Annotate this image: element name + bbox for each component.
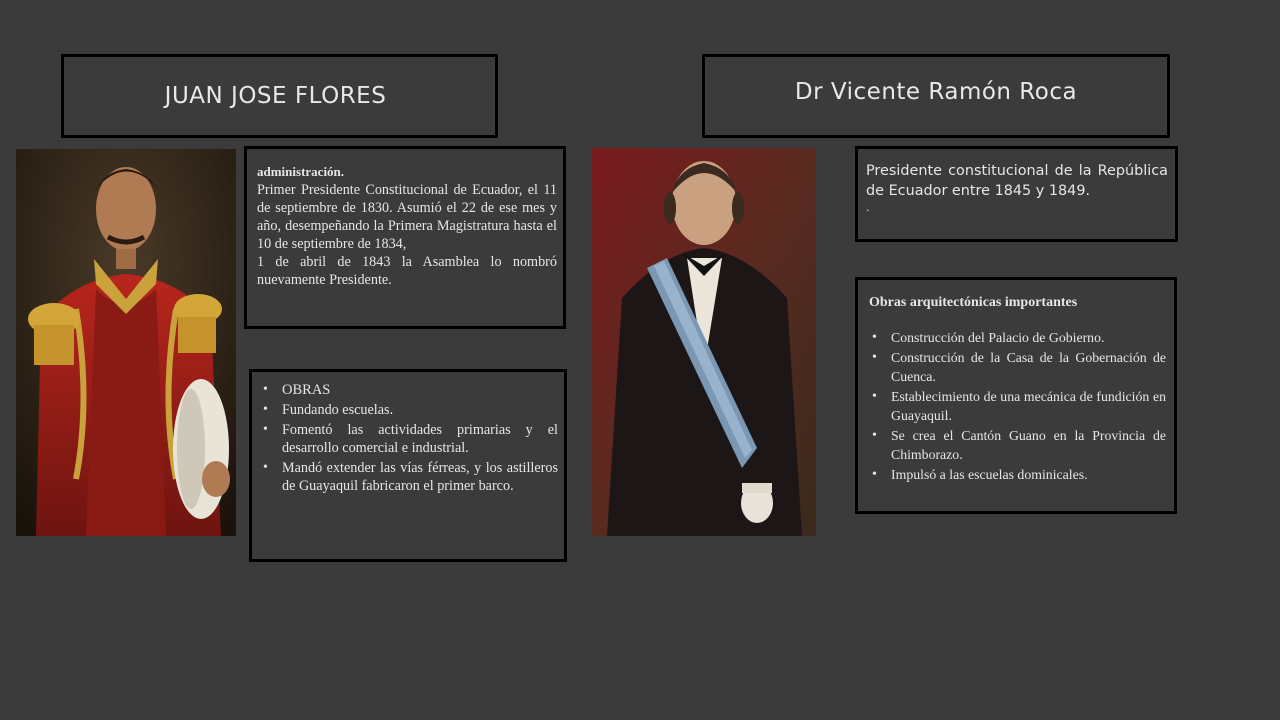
portrait-roca-image (592, 148, 816, 536)
list-item: • Impulsó a las escuelas dominicales. (869, 465, 1166, 484)
roca-summary-text: Presidente constitucional de la República de Ecuador entre 1845 y 1849. (866, 163, 1168, 199)
roca-works-box (855, 277, 1177, 514)
roca-summary-dot: . (866, 201, 870, 214)
flores-admin-text-2: 1 de abril de 1843 la Asamblea lo nombró nuevamente Presidente. (257, 254, 557, 288)
list-item: • Construcción de la Casa de la Gobernación de Cuenca. (869, 348, 1166, 386)
flores-administration-box (244, 146, 566, 329)
portrait-flores (16, 149, 236, 536)
roca-works-heading: Obras arquitectónicas importantes (869, 295, 1078, 310)
portrait-flores-image (16, 149, 236, 536)
list-item: • Se crea el Cantón Guano en la Provincia de Chimborazo. (869, 426, 1166, 464)
list-item: • Fundando escuelas. (260, 401, 558, 419)
flores-works-list (260, 381, 558, 495)
list-item: • OBRAS (260, 381, 558, 399)
flores-works-box (249, 369, 567, 562)
title-roca: Dr Vicente Ramón Roca (794, 79, 1078, 105)
roca-works-list (869, 328, 1166, 484)
list-item: • Fomentó las actividades primarias y el desarrollo comercial e industrial. (260, 421, 558, 457)
flores-admin-text-1: Primer Presidente Constitucional de Ecuador, el 11 de septiembre de 1830. Asumió el 22 de ese mes y año, desempeñando la Primera Magistratura hasta el 10 de septiembre de 1834, (257, 182, 557, 252)
title-box-flores (61, 54, 498, 138)
flores-admin-heading: administración. (257, 164, 345, 179)
title-box-roca (702, 54, 1170, 138)
list-item: • Construcción del Palacio de Gobierno. (869, 328, 1166, 347)
roca-summary-box (855, 146, 1178, 242)
list-item: • Mandó extender las vías férreas, y los astilleros de Guayaquil fabricaron el primer barco. (260, 459, 558, 495)
list-item: • Establecimiento de una mecánica de fundición en Guayaquil. (869, 387, 1166, 425)
title-flores: JUAN JOSE FLORES (164, 83, 387, 109)
portrait-roca (592, 148, 816, 536)
